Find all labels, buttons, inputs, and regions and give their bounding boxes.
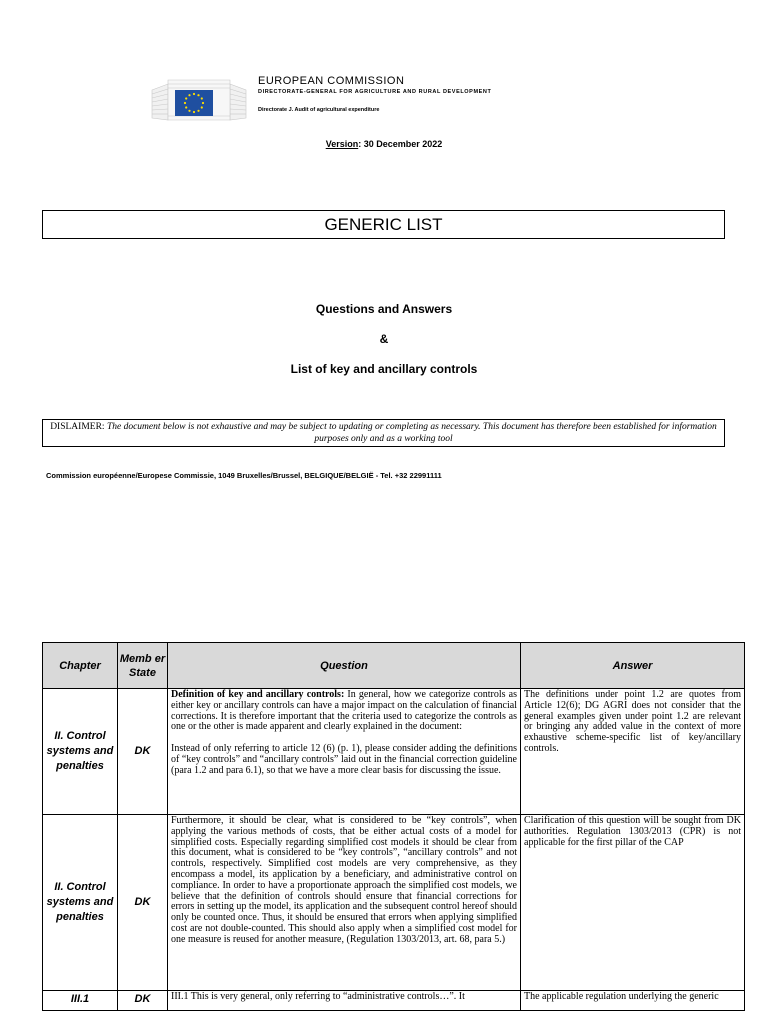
version-date: : 30 December 2022 — [358, 139, 443, 149]
chapter-cell: II. Control systems and penalties — [43, 689, 118, 815]
directorate-general: DIRECTORATE-GENERAL FOR AGRICULTURE AND RURAL DEVELOPMENT — [258, 89, 492, 95]
subtitle-controls: List of key and ancillary controls — [290, 362, 478, 376]
header-question: Question — [168, 643, 521, 689]
table-header-row — [43, 643, 745, 689]
question-cell — [168, 689, 521, 815]
version-line — [0, 139, 768, 149]
header-answer: Answer — [521, 643, 745, 689]
question-text: Furthermore, it should be clear, what is considered to be “key controls”, when applying the various methods of costs, that be either actual costs of a model for simplified costs. Especially regarding simplified cost models it should be clear from this document, what is considered to be “key controls”, “ancillary controls” and not controls, respectively. Simplified cost models are very comprehensive, as they encompass a model, its application by a beneficiary, and administrative control on compliance. In order to have a proportionate approach the simplified cost models, we believe that the definition of controls should ensure that financial corrections for errors in setting up the model, its application and the subsequent control hereof should only be counted once. Thus, it should be ensured that errors when applying simplified cost are not double-counted. This should also apply when a simplified cost model for one measure is reused for another measure, (Regulation 1303/2013, art. 68, para 5.) — [171, 815, 517, 945]
berlaymont-building-icon — [150, 72, 248, 124]
answer-cell: Clarification of this question will be sought from DK authorities. Regulation 1303/2013 (CPR) is not applicable for the first pillar of the CAP — [521, 815, 745, 991]
document-title: GENERIC LIST — [42, 210, 725, 239]
subtitle-ampersand: & — [379, 332, 389, 346]
table-row — [43, 689, 745, 815]
table-row — [43, 991, 745, 1011]
member-state-cell: DK — [118, 815, 168, 991]
member-state-cell: DK — [118, 689, 168, 815]
header-member-state: Memb er State — [118, 643, 168, 689]
chapter-cell: II. Control systems and penalties — [43, 815, 118, 991]
answer-cell: The definitions under point 1.2 are quotes from Article 12(6); DG AGRI does not consider that the general examples given under point 1.2 are relevant or bringing any added value in the context of more exhaustive scheme-specific list of key/ancillary controls. — [521, 689, 745, 815]
european-commission-logo — [150, 72, 248, 124]
question-text: Instead of only referring to article 12 (6) (p. 1), please consider adding the definitions of “key controls” and “ancillary controls” laid out in the financial correction guideline (para 1.2 and para 6.1), so that we have a more clear basis for discussing the issue. — [171, 742, 517, 776]
questions-table — [42, 642, 745, 1011]
answer-cell: The applicable regulation underlying the generic — [521, 991, 745, 1011]
disclaimer-text: The document below is not exhaustive and may be subject to updating or completing as necessary. This document has therefore been established for information purposes only and as a working tool — [104, 422, 717, 444]
chapter-cell: III.1 — [43, 991, 118, 1011]
disclaimer-box — [42, 419, 725, 447]
question-cell — [168, 991, 521, 1011]
commission-name: EUROPEAN COMMISSION — [258, 75, 405, 87]
member-state-cell: DK — [118, 991, 168, 1011]
question-text: III.1 This is very general, only referring to “administrative controls…”. It — [171, 991, 465, 1002]
question-cell — [168, 815, 521, 991]
disclaimer-label: DISLAIMER: — [50, 422, 105, 432]
header-chapter: Chapter — [43, 643, 118, 689]
question-text: In general, how we categorize controls as either key or ancillary controls can have a major impact on the calculation of financial corrections. It is therefore important that the criteria used to categorize the controls as one or the other is made apparent and clearly explained in the document: — [171, 689, 517, 733]
address-line: Commission européenne/Europese Commissie, 1049 Bruxelles/Brussel, BELGIQUE/BELGIË - Tel. +32 22991111 — [46, 471, 442, 480]
version-label: Version — [325, 139, 359, 149]
table-row — [43, 815, 745, 991]
question-heading: Definition of key and ancillary controls: — [171, 689, 345, 700]
subtitle-questions: Questions and Answers — [315, 302, 453, 316]
directorate: Directorate J. Audit of agricultural expenditure — [258, 107, 380, 113]
